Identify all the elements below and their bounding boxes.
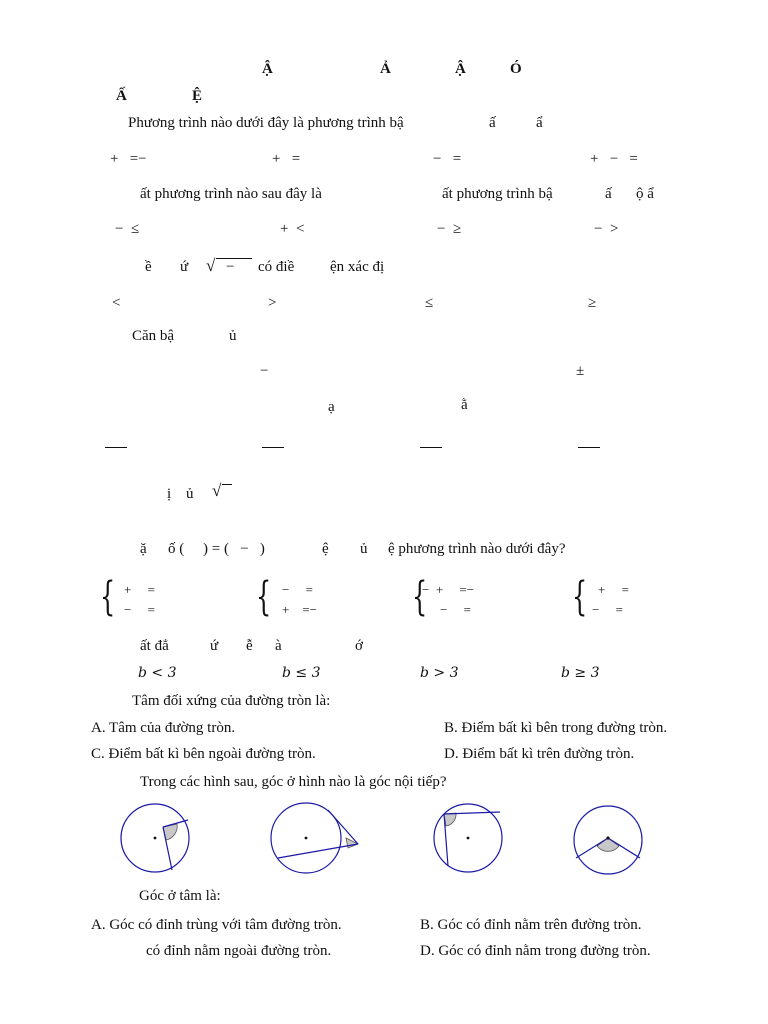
q10-figure-b	[268, 804, 364, 876]
q9-option-d: D. Điểm bất kì trên đường tròn.	[444, 746, 635, 762]
figure-d-angle-mark	[597, 838, 619, 851]
q2-option-b: + <	[280, 221, 305, 237]
q6-sqrt-sign: √	[212, 481, 222, 500]
subtitle-part-2: Ệ	[192, 88, 203, 104]
q8-text-3: ễ	[246, 638, 253, 654]
q2-text-4: ộ ẩ	[636, 186, 654, 202]
q8-text: ất đẳ	[140, 638, 169, 654]
q3-option-b: >	[268, 295, 277, 311]
figure-a-center-dot	[154, 837, 157, 840]
q1-text-2: ấ	[489, 115, 496, 131]
q6-text-2: ủ	[186, 486, 194, 502]
figure-b-center-dot	[305, 837, 308, 840]
q5-text-2: ằ	[461, 397, 468, 413]
q10-figure-c	[430, 802, 506, 876]
q1-option-b: + =	[272, 151, 301, 167]
q2-text-3: ấ	[605, 186, 612, 202]
q5-text: ạ	[328, 399, 335, 415]
q7-system-a-line-1: + =	[124, 582, 155, 597]
q8-option-d: b ≥ 3	[561, 665, 600, 681]
q3-text-4: ện xác đị	[330, 259, 385, 275]
q7-brace-d: {	[572, 574, 588, 620]
q6-text: ị	[167, 486, 172, 502]
q2-option-d: − >	[594, 221, 619, 237]
q9-option-b: B. Điểm bất kì bên trong đường tròn.	[444, 720, 668, 736]
q1-text: Phương trình nào dưới đây là phương trình bậ	[128, 115, 404, 131]
q2-option-a: − ≤	[115, 221, 140, 237]
figure-b-ray-2	[278, 844, 358, 858]
q10-figure-d	[572, 804, 644, 876]
q3-option-a: <	[112, 295, 121, 311]
q3-text-2: ứ	[180, 259, 189, 275]
q7-text-2: ố ( ) = ( − )	[168, 541, 265, 557]
q5-fraction-bar-a	[105, 447, 127, 448]
q1-option-c: − =	[433, 151, 462, 167]
figure-b-ray-1	[328, 810, 358, 844]
q11-option-b: B. Góc có đỉnh nằm trên đường tròn.	[420, 917, 642, 933]
q9-option-c: C. Điểm bất kì bên ngoài đường tròn.	[91, 746, 316, 762]
q5-fraction-bar-b	[262, 447, 284, 448]
q7-system-d-line-2: − =	[592, 602, 623, 617]
q7-system-a-line-2: − =	[124, 602, 155, 617]
title-part-1: Ậ	[262, 61, 273, 77]
q3-sqrt-sign: √	[206, 256, 216, 275]
q7-system-b-line-1: − =	[282, 582, 313, 597]
q10-text: Trong các hình sau, góc ở hình nào là góc nội tiếp?	[140, 774, 447, 790]
q10-figure-a	[118, 804, 194, 874]
q4-text-2: ủ	[229, 328, 237, 344]
q3-text-minus: −	[226, 259, 235, 275]
q9-option-a: A. Tâm của đường tròn.	[91, 720, 236, 736]
q7-system-c-line-2: − =	[440, 602, 471, 617]
q5-fraction-bar-c	[420, 447, 442, 448]
q8-option-b: b ≤ 3	[282, 665, 321, 681]
figure-d-center-dot	[606, 836, 609, 839]
q8-option-a: b < 3	[138, 665, 177, 681]
figure-c-angle-mark	[444, 813, 456, 826]
q2-text-2: ất phương trình bậ	[442, 186, 553, 202]
q9-text: Tâm đối xứng của đường tròn là:	[132, 693, 331, 709]
q3-text-3: có điề	[258, 259, 295, 275]
q4-option-b: −	[260, 363, 269, 379]
figure-b-angle-mark	[346, 838, 358, 848]
q11-text: Góc ở tâm là:	[139, 888, 221, 904]
q11-option-a: A. Góc có đỉnh trùng với tâm đường tròn.	[91, 917, 342, 933]
q7-text: ặ	[140, 541, 147, 557]
q1-option-a: + =−	[110, 151, 147, 167]
q7-text-4: ủ	[360, 541, 368, 557]
q8-text-5: ớ	[355, 638, 363, 654]
q5-fraction-bar-d	[578, 447, 600, 448]
title-part-4: Ó	[510, 61, 522, 77]
q8-option-c: b > 3	[420, 665, 459, 681]
q7-text-5: ệ phương trình nào dưới đây?	[388, 541, 566, 557]
q8-text-4: à	[275, 638, 282, 654]
q2-option-c: − ≥	[437, 221, 462, 237]
q8-text-2: ứ	[210, 638, 219, 654]
q7-brace-a: {	[100, 574, 116, 620]
subtitle-part-1: Ấ	[116, 88, 127, 104]
q4-text: Căn bậ	[132, 328, 175, 344]
q3-option-d: ≥	[588, 295, 597, 311]
q2-text: ất phương trình nào sau đây là	[140, 186, 322, 202]
q11-option-d: D. Góc có đỉnh nằm trong đường tròn.	[420, 943, 651, 959]
q7-text-3: ệ	[322, 541, 329, 557]
q7-brace-b: {	[256, 574, 272, 620]
figure-c-center-dot	[467, 837, 470, 840]
q6-sqrt-bar	[222, 484, 232, 485]
q1-text-3: ẩ	[536, 115, 543, 131]
q11-option-c: có đỉnh nằm ngoài đường tròn.	[146, 943, 332, 959]
q7-system-b-line-2: + =−	[282, 602, 317, 617]
q7-system-d-line-1: + =	[598, 582, 629, 597]
q1-option-d: + − =	[590, 151, 638, 167]
title-part-2: Ả	[380, 61, 391, 77]
q3-option-c: ≤	[425, 295, 434, 311]
q7-system-c-line-1: − + =−	[422, 582, 475, 597]
q4-option-d: ±	[576, 363, 585, 379]
title-part-3: Ậ	[455, 61, 466, 77]
q7-brace-c: {	[412, 574, 428, 620]
q3-text: ề	[145, 259, 152, 275]
